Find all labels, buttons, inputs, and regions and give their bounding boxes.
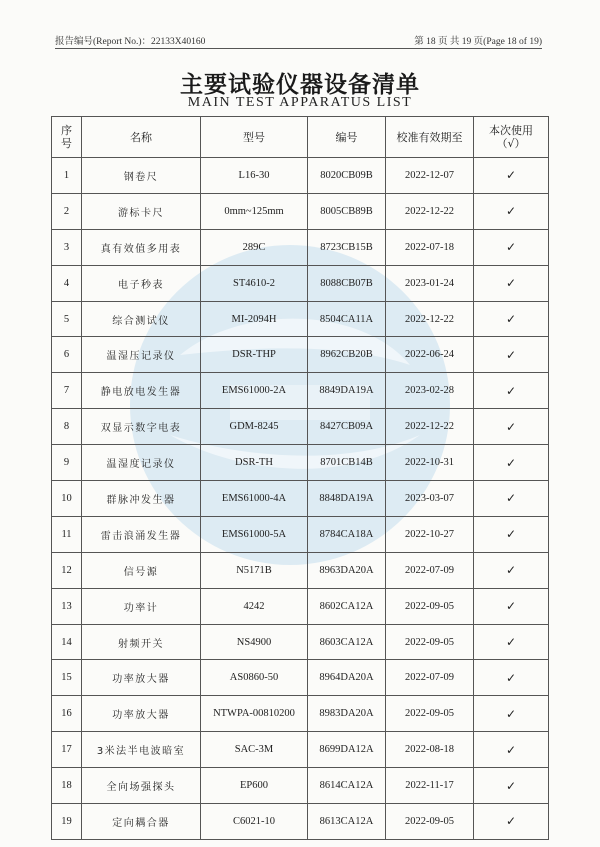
table-row (52, 337, 549, 373)
serial-number: 8848DA19A (308, 481, 386, 517)
page-number: 第 18 页 共 19 页(Page 18 of 19) (414, 37, 542, 47)
equipment-name: 雷击浪涌发生器 (82, 516, 201, 552)
table-row (52, 229, 549, 265)
equipment-name: 群脉冲发生器 (82, 481, 201, 517)
model-number: ST4610-2 (201, 265, 308, 301)
equipment-name: 射频开关 (82, 624, 201, 660)
equipment-name: 静电放电发生器 (82, 373, 201, 409)
calibration-date: 2022-09-05 (386, 624, 474, 660)
model-number: DSR-TH (201, 445, 308, 481)
used-check: ✓ (474, 445, 549, 481)
model-number: AS0860-50 (201, 660, 308, 696)
model-number: EMS61000-2A (201, 373, 308, 409)
model-number: GDM-8245 (201, 409, 308, 445)
serial-number: 8088CB07B (308, 265, 386, 301)
header-no-line2: 号 (61, 137, 72, 150)
calibration-date: 2022-12-07 (386, 158, 474, 194)
serial-number: 8603CA12A (308, 624, 386, 660)
calibration-date: 2022-07-18 (386, 229, 474, 265)
equipment-name: 温湿度记录仪 (82, 445, 201, 481)
equipment-name: 全向场强探头 (82, 768, 201, 804)
table-row (52, 193, 549, 229)
row-number: 9 (52, 445, 82, 481)
used-check: ✓ (474, 588, 549, 624)
model-number: DSR-THP (201, 337, 308, 373)
serial-number: 8701CB14B (308, 445, 386, 481)
table-row (52, 265, 549, 301)
table-row (52, 301, 549, 337)
table-header-row (52, 117, 549, 158)
table-row (52, 696, 549, 732)
table-row (52, 516, 549, 552)
calibration-date: 2022-08-18 (386, 732, 474, 768)
header-used (474, 117, 549, 158)
calibration-date: 2022-10-31 (386, 445, 474, 481)
model-number: L16-30 (201, 158, 308, 194)
equipment-name: 定向耦合器 (82, 804, 201, 840)
header-valid-until: 校准有效期至 (386, 117, 474, 158)
row-number: 14 (52, 624, 82, 660)
table-row (52, 373, 549, 409)
row-number: 11 (52, 516, 82, 552)
equipment-name: 温湿压记录仪 (82, 337, 201, 373)
model-number: MI-2094H (201, 301, 308, 337)
calibration-date: 2022-12-22 (386, 409, 474, 445)
calibration-date: 2022-12-22 (386, 193, 474, 229)
row-number: 4 (52, 265, 82, 301)
row-number: 5 (52, 301, 82, 337)
table-row (52, 660, 549, 696)
row-number: 1 (52, 158, 82, 194)
serial-number: 8699DA12A (308, 732, 386, 768)
equipment-name: 功率放大器 (82, 660, 201, 696)
calibration-date: 2022-09-05 (386, 696, 474, 732)
model-number: 289C (201, 229, 308, 265)
calibration-date: 2022-09-05 (386, 804, 474, 840)
header-name: 名称 (82, 117, 201, 158)
row-number: 7 (52, 373, 82, 409)
used-check: ✓ (474, 804, 549, 840)
row-number: 2 (52, 193, 82, 229)
used-check: ✓ (474, 696, 549, 732)
apparatus-table (51, 116, 549, 840)
serial-number: 8963DA20A (308, 552, 386, 588)
model-number: EMS61000-4A (201, 481, 308, 517)
serial-number: 8613CA12A (308, 804, 386, 840)
calibration-date: 2022-10-27 (386, 516, 474, 552)
header-no (52, 117, 82, 158)
serial-number: 8784CA18A (308, 516, 386, 552)
equipment-name: 钢卷尺 (82, 158, 201, 194)
used-check: ✓ (474, 337, 549, 373)
header-serial: 编号 (308, 117, 386, 158)
table-row (52, 732, 549, 768)
model-number: 4242 (201, 588, 308, 624)
row-number: 3 (52, 229, 82, 265)
model-number: NTWPA-00810200 (201, 696, 308, 732)
table-row (52, 588, 549, 624)
row-number: 16 (52, 696, 82, 732)
model-number: 0mm~125mm (201, 193, 308, 229)
calibration-date: 2023-03-07 (386, 481, 474, 517)
used-check: ✓ (474, 768, 549, 804)
table-row (52, 445, 549, 481)
header-divider (55, 48, 542, 49)
row-number: 10 (52, 481, 82, 517)
used-check: ✓ (474, 552, 549, 588)
row-number: 15 (52, 660, 82, 696)
table-row (52, 158, 549, 194)
calibration-date: 2023-02-28 (386, 373, 474, 409)
used-check: ✓ (474, 624, 549, 660)
serial-number: 8504CA11A (308, 301, 386, 337)
page-title-chinese: 主要试验仪器设备清单 (180, 72, 420, 98)
equipment-name: 功率放大器 (82, 696, 201, 732)
equipment-name: 真有效值多用表 (82, 229, 201, 265)
row-number: 8 (52, 409, 82, 445)
header-model: 型号 (201, 117, 308, 158)
used-check: ✓ (474, 516, 549, 552)
table-row (52, 804, 549, 840)
table-row (52, 768, 549, 804)
model-number: SAC-3M (201, 732, 308, 768)
calibration-date: 2023-01-24 (386, 265, 474, 301)
report-number: 报告编号(Report No.)：22133X40160 (55, 37, 206, 47)
row-number: 17 (52, 732, 82, 768)
used-check: ✓ (474, 660, 549, 696)
serial-number: 8602CA12A (308, 588, 386, 624)
model-number: C6021-10 (201, 804, 308, 840)
used-check: ✓ (474, 301, 549, 337)
row-number: 6 (52, 337, 82, 373)
table-row (52, 552, 549, 588)
used-check: ✓ (474, 265, 549, 301)
serial-number: 8849DA19A (308, 373, 386, 409)
table-row (52, 624, 549, 660)
serial-number: 8964DA20A (308, 660, 386, 696)
page-header (55, 33, 542, 47)
calibration-date: 2022-07-09 (386, 660, 474, 696)
used-check: ✓ (474, 373, 549, 409)
model-number: EMS61000-5A (201, 516, 308, 552)
equipment-name: 电子秒表 (82, 265, 201, 301)
equipment-name: 信号源 (82, 552, 201, 588)
serial-number: 8723CB15B (308, 229, 386, 265)
table-row (52, 409, 549, 445)
serial-number: 8962CB20B (308, 337, 386, 373)
equipment-name: 功率计 (82, 588, 201, 624)
table-row (52, 481, 549, 517)
equipment-name: 双显示数字电表 (82, 409, 201, 445)
used-check: ✓ (474, 732, 549, 768)
serial-number: 8005CB89B (308, 193, 386, 229)
serial-number: 8020CB09B (308, 158, 386, 194)
row-number: 12 (52, 552, 82, 588)
row-number: 19 (52, 804, 82, 840)
row-number: 13 (52, 588, 82, 624)
calibration-date: 2022-12-22 (386, 301, 474, 337)
used-check: ✓ (474, 481, 549, 517)
calibration-date: 2022-07-09 (386, 552, 474, 588)
header-used-line2: （√） (496, 137, 526, 150)
equipment-name: 综合测试仪 (82, 301, 201, 337)
model-number: EP600 (201, 768, 308, 804)
calibration-date: 2022-11-17 (386, 768, 474, 804)
header-no-line1: 序 (61, 124, 72, 137)
used-check: ✓ (474, 229, 549, 265)
model-number: NS4900 (201, 624, 308, 660)
used-check: ✓ (474, 409, 549, 445)
calibration-date: 2022-09-05 (386, 588, 474, 624)
serial-number: 8614CA12A (308, 768, 386, 804)
used-check: ✓ (474, 158, 549, 194)
model-number: N5171B (201, 552, 308, 588)
row-number: 18 (52, 768, 82, 804)
calibration-date: 2022-06-24 (386, 337, 474, 373)
header-used-line1: 本次使用 (489, 124, 533, 137)
used-check: ✓ (474, 193, 549, 229)
serial-number: 8427CB09A (308, 409, 386, 445)
page-title-english: MAIN TEST APPARATUS LIST (187, 95, 413, 110)
serial-number: 8983DA20A (308, 696, 386, 732)
equipment-name: 游标卡尺 (82, 193, 201, 229)
equipment-name: 3米法半电波暗室 (82, 732, 201, 768)
